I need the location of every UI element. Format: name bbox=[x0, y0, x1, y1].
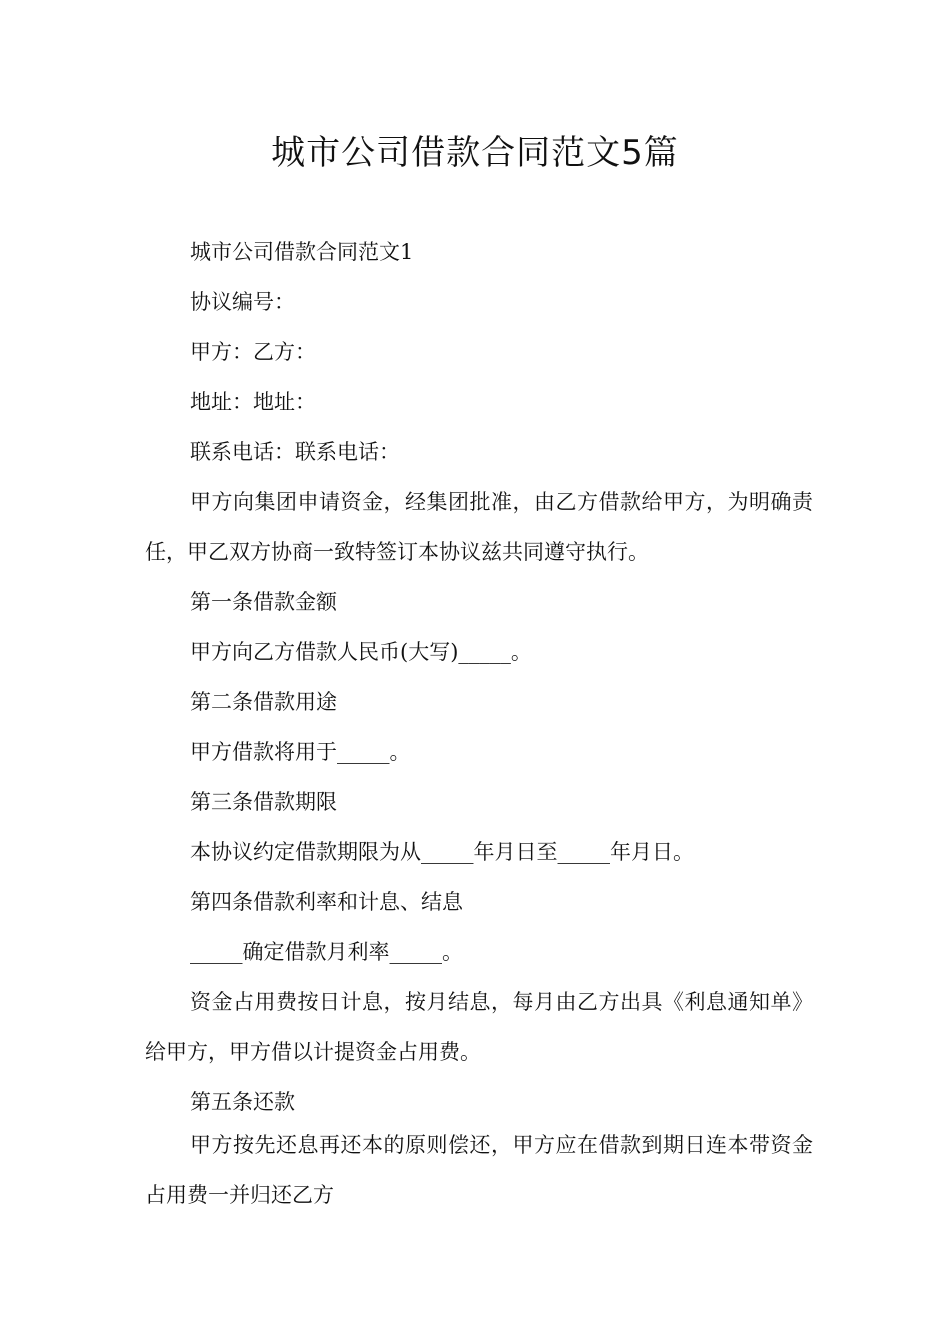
article-1-text: 甲方向乙方借款人民币(大写)_____。 bbox=[190, 640, 532, 664]
repayment-paragraph: 甲方按先还息再还本的原则偿还，甲方应在借款到期日连本带资金占用费一并归还乙方 bbox=[145, 1133, 813, 1207]
agreement-number-label: 协议编号： bbox=[190, 290, 295, 314]
article-1-title: 第一条借款金额 bbox=[190, 590, 337, 614]
article-4-text: _____确定借款月利率_____。 bbox=[190, 940, 463, 964]
document-title: 城市公司借款合同范文5篇 bbox=[271, 133, 679, 173]
intro-paragraph: 甲方向集团申请资金，经集团批准，由乙方借款给甲方，为明确责任，甲乙双方协商一致特签订本协议兹共同遵守执行。 bbox=[145, 490, 813, 564]
article-3-text: 本协议约定借款期限为从_____年月日至_____年月日。 bbox=[190, 840, 694, 864]
interest-paragraph: 资金占用费按日计息，按月结息，每月由乙方出具《利息通知单》给甲方，甲方借以计提资金占用费。 bbox=[145, 990, 813, 1064]
contract-subtitle: 城市公司借款合同范文1 bbox=[190, 240, 414, 264]
phone-label: 联系电话：联系电话： bbox=[190, 440, 400, 464]
article-5-title: 第五条还款 bbox=[190, 1090, 295, 1114]
article-4-title: 第四条借款利率和计息、结息 bbox=[190, 890, 463, 914]
address-label: 地址：地址： bbox=[190, 390, 316, 414]
article-2-text: 甲方借款将用于_____。 bbox=[190, 740, 411, 764]
parties-label: 甲方：乙方： bbox=[190, 340, 316, 364]
article-2-title: 第二条借款用途 bbox=[190, 690, 337, 714]
article-3-title: 第三条借款期限 bbox=[190, 790, 337, 814]
